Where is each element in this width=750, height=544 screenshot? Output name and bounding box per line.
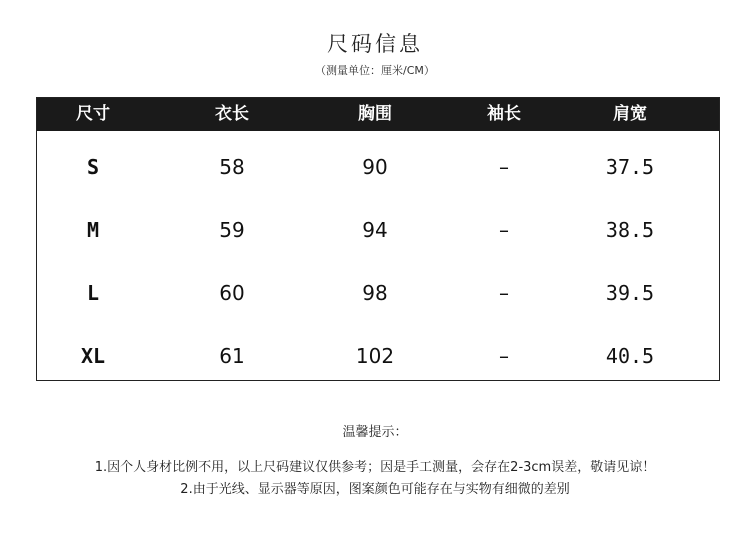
table-row	[37, 199, 719, 261]
tip-item: 1.因个人身材比例不用，以上尺码建议仅供参考；因是手工测量，会存在2-3cm误差，敬请见谅！	[94, 460, 656, 475]
unit-note: （测量单位：厘米/CM）	[315, 64, 435, 77]
cell-sleeve: –	[499, 155, 509, 179]
cell-chest: 102	[355, 344, 395, 368]
cell-size: M	[86, 218, 100, 242]
cell-shoulder: 38.5	[605, 218, 655, 242]
column-header-length: 衣长	[215, 104, 249, 124]
cell-sleeve: –	[499, 344, 509, 368]
cell-shoulder: 37.5	[605, 155, 655, 179]
column-header-size: 尺寸	[76, 104, 110, 124]
table-header	[37, 98, 719, 131]
cell-length: 59	[219, 218, 245, 242]
cell-sleeve: –	[499, 281, 509, 305]
cell-sleeve: –	[499, 218, 509, 242]
cell-size: XL	[80, 344, 106, 368]
cell-length: 58	[219, 155, 245, 179]
table-row	[37, 262, 719, 324]
cell-chest: 94	[362, 218, 388, 242]
size-table	[36, 97, 720, 381]
column-header-sleeve: 袖长	[487, 104, 521, 124]
tips-title: 温馨提示：	[342, 425, 408, 440]
cell-chest: 98	[362, 281, 388, 305]
tip-item: 2.由于光线、显示器等原因，图案颜色可能存在与实物有细微的差别	[180, 482, 570, 497]
cell-shoulder: 40.5	[605, 344, 655, 368]
table-row	[37, 325, 719, 387]
column-header-shoulder: 肩宽	[613, 104, 647, 124]
table-row	[37, 136, 719, 198]
page-title: 尺码信息	[327, 32, 423, 56]
column-header-chest: 胸围	[358, 104, 392, 124]
cell-length: 60	[219, 281, 245, 305]
cell-size: L	[86, 281, 100, 305]
cell-length: 61	[219, 344, 245, 368]
cell-chest: 90	[362, 155, 388, 179]
cell-size: S	[86, 155, 100, 179]
cell-shoulder: 39.5	[605, 281, 655, 305]
